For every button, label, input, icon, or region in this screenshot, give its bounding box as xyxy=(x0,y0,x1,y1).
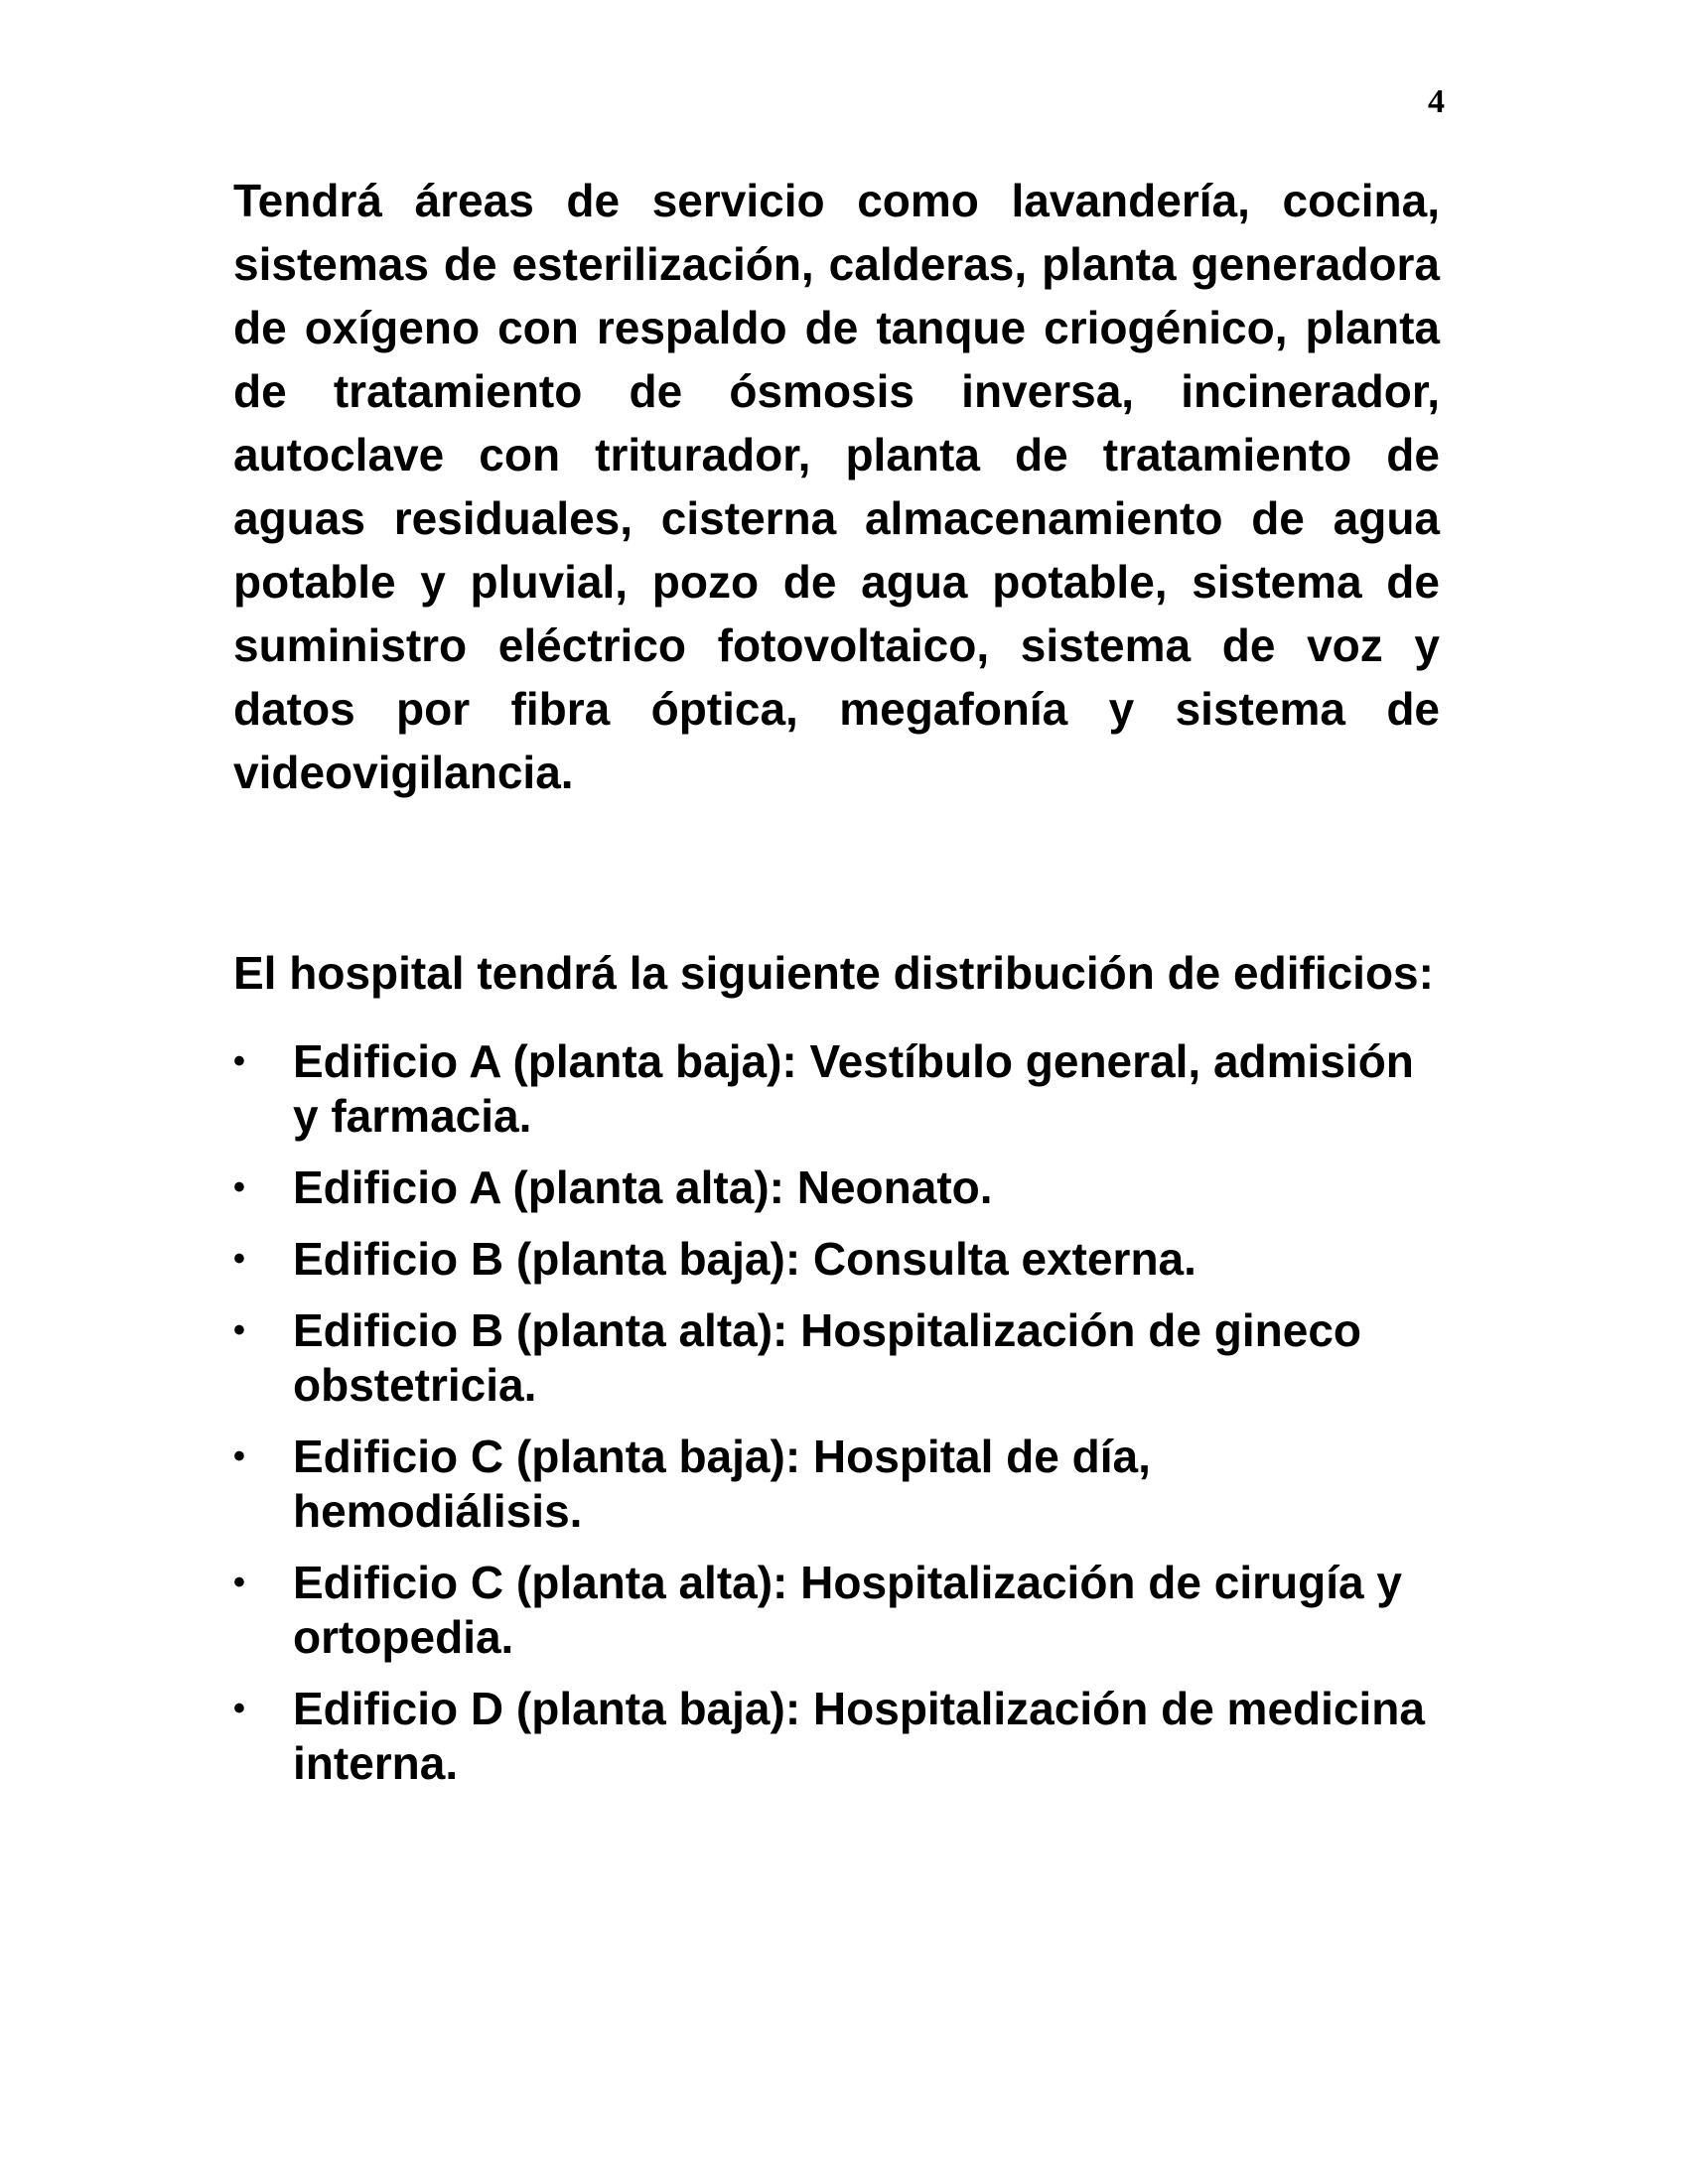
list-item xyxy=(233,1303,1440,1413)
list-item-text: Edificio A (planta baja): Vestíbulo general, admisión y farmacia. xyxy=(293,1035,1414,1142)
bullet-icon: • xyxy=(233,1042,245,1080)
bullet-icon: • xyxy=(233,1168,245,1206)
page-number: 4 xyxy=(1428,83,1445,120)
bullet-icon: • xyxy=(233,1311,245,1349)
bullet-icon: • xyxy=(233,1437,245,1475)
bullet-icon: • xyxy=(233,1240,245,1278)
list-item-text: Edificio D (planta baja): Hospitalización de medicina interna. xyxy=(293,1683,1425,1789)
list-item xyxy=(233,1034,1440,1144)
distribution-intro: El hospital tendrá la siguiente distribución de edificios: xyxy=(233,947,1434,999)
list-item xyxy=(233,1682,1440,1791)
list-item-text: Edificio B (planta alta): Hospitalización de gineco obstetricia. xyxy=(293,1304,1362,1411)
list-item-text: Edificio C (planta alta): Hospitalización de cirugía y ortopedia. xyxy=(293,1557,1402,1663)
service-areas-paragraph: Tendrá áreas de servicio como lavandería, cocina, sistemas de esterilización, calderas, planta generadora de oxígeno con respaldo de tanque criogénico, planta de tratamiento de ósmosis inversa, incinerador, autoclave con triturador, planta de tratamiento de aguas residuales, cisterna almacenamiento de agua potable y pluvial, pozo de agua potable, sistema de suministro eléctrico fotovoltaico, sistema de voz y datos por fibra óptica, megafonía y sistema de videovigilancia. xyxy=(233,175,1440,798)
list-item-text: Edificio A (planta alta): Neonato. xyxy=(293,1161,993,1213)
bullet-icon: • xyxy=(233,1690,245,1727)
list-item-text: Edificio C (planta baja): Hospital de día, hemodiálisis. xyxy=(293,1431,1151,1537)
list-item xyxy=(233,1160,1440,1215)
list-item xyxy=(233,1556,1440,1665)
building-list xyxy=(233,1034,1440,1791)
bullet-icon: • xyxy=(233,1564,245,1601)
list-item xyxy=(233,1430,1440,1539)
list-item-text: Edificio B (planta baja): Consulta externa. xyxy=(293,1233,1196,1285)
list-item xyxy=(233,1232,1440,1287)
document-body xyxy=(233,169,1440,1808)
